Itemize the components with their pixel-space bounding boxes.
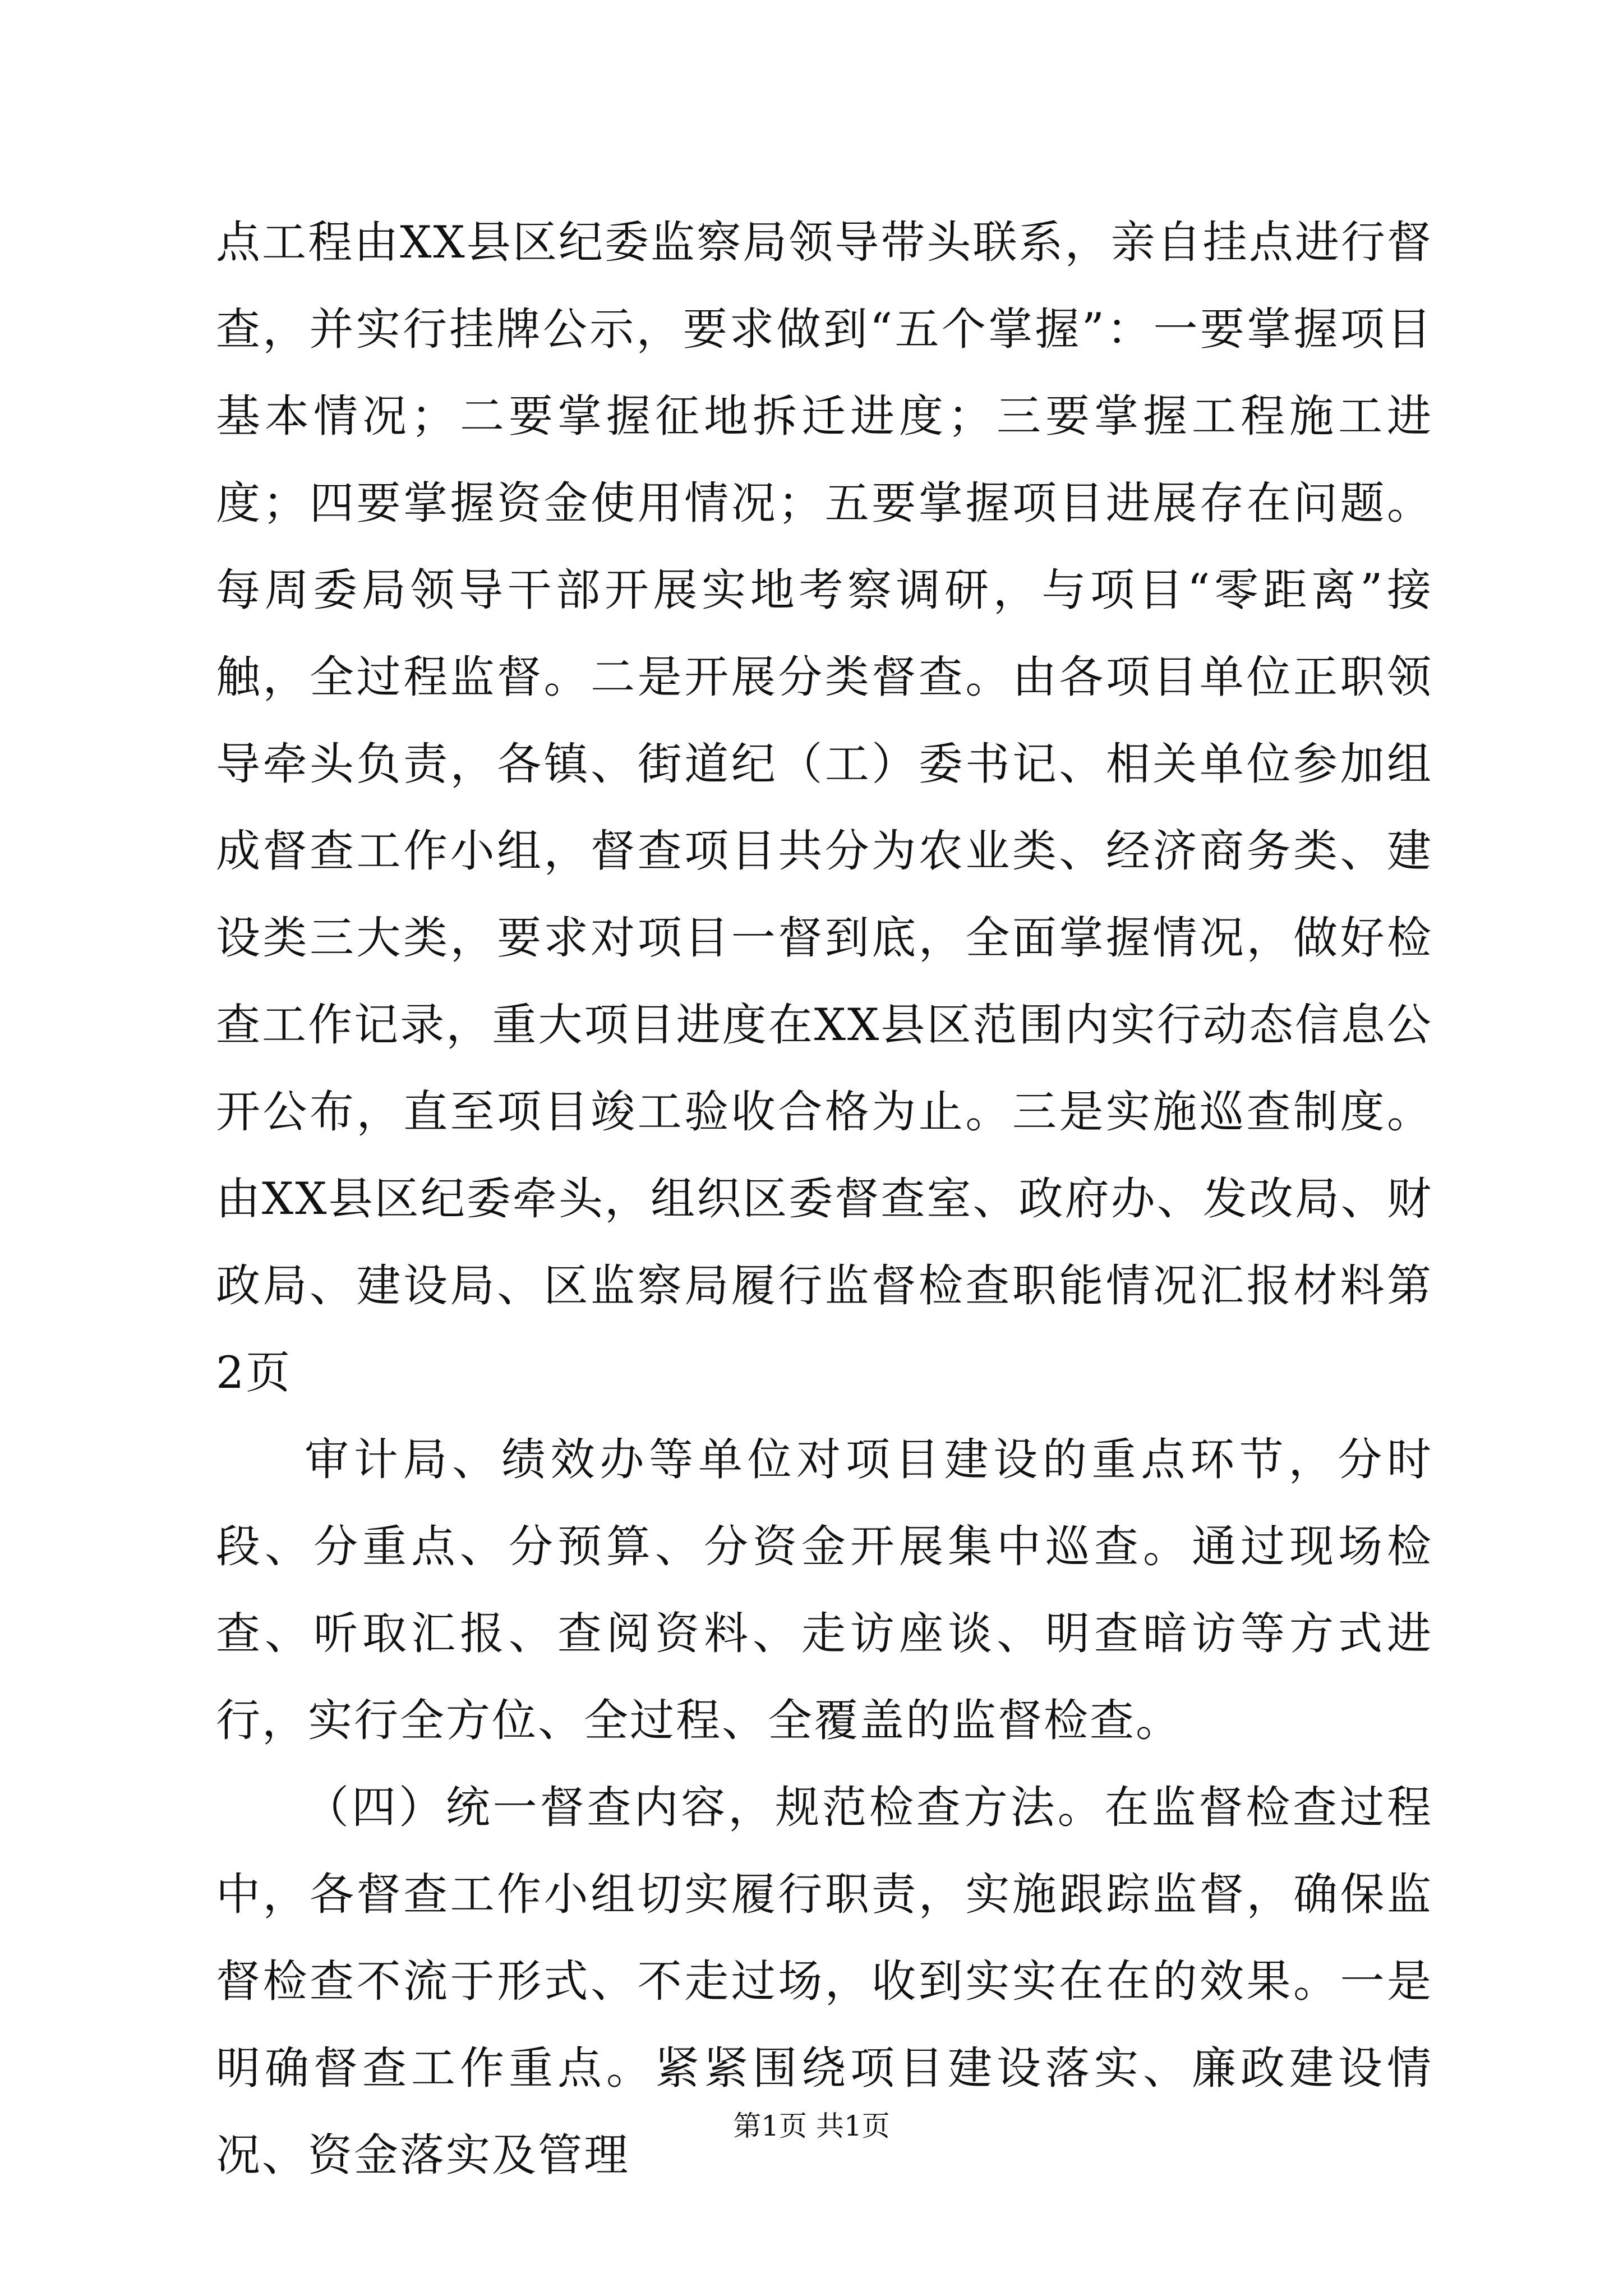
paragraph-1: 点工程由XX县区纪委监察局领导带头联系，亲自挂点进行督查，并实行挂牌公示，要求做到“五个掌握”：一要掌握项目基本情况；二要掌握征地拆迁进度；三要掌握工程施工进度；四要掌握资金使用情况；五要掌握项目进展存在问题。每周委局领导干部开展实地考察调研，与项目“零距离”接触，全过程监督。二是开展分类督查。由各项目单位正职领导牵头负责，各镇、街道纪（工）委书记、相关单位参加组成督查工作小组，督查项目共分为农业类、经济商务类、建设类三大类，要求对项目一督到底，全面掌握情况，做好检查工作记录，重大项目进度在XX县区范围内实行动态信息公开公布，直至项目竣工验收合格为止。三是实施巡查制度。由XX县区纪委牵头，组织区委督查室、政府办、发改局、财政局、建设局、区监察局履行监督检查职能情况汇报材料第2页 bbox=[216, 217, 1433, 1398]
page-footer: 第1页 共1页 bbox=[733, 2110, 890, 2142]
paragraph-2: 审计局、绩效办等单位对项目建设的重点环节，分时段、分重点、分预算、分资金开展集中巡查。通过现场检查、听取汇报、查阅资料、走访座谈、明查暗访等方式进行，实行全方位、全过程、全覆盖的监督检查。 bbox=[216, 1434, 1433, 1746]
paragraph-3: （四）统一督查内容，规范检查方法。在监督检查过程中，各督查工作小组切实履行职责，实施跟踪监督，确保监督检查不流于形式、不走过场，收到实实在在的效果。一是明确督查工作重点。紧紧围绕项目建设落实、廉政建设情况、资金落实及管理 bbox=[216, 1782, 1433, 2181]
document-body bbox=[216, 199, 1433, 2199]
